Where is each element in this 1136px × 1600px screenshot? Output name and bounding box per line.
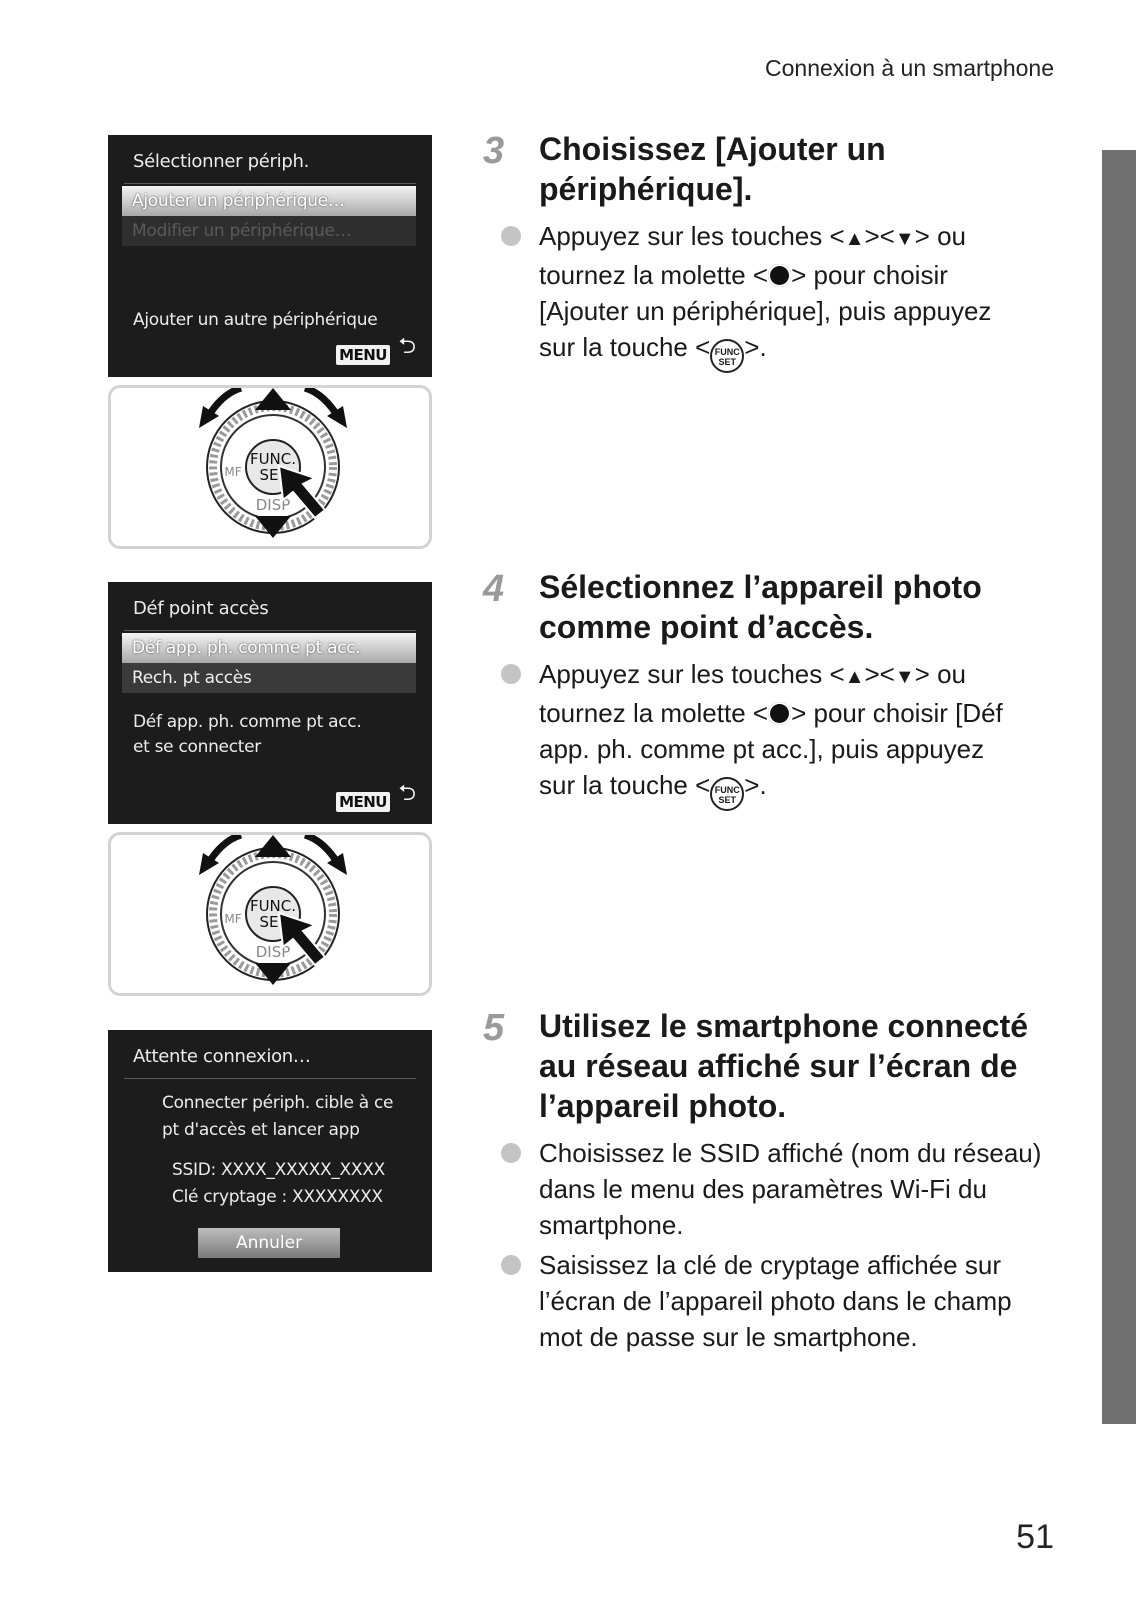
screen-instruction-line2: pt d'accès et lancer app (162, 1120, 360, 1140)
step-instruction: Appuyez sur les touches <▲><▼> ou tournez la molette < > pour choisir [Déf app. ph. comme pt acc.], puis appuyez sur la touche < FUNC SET >. (539, 656, 1059, 811)
dial-mf-label: MF (224, 912, 242, 926)
menu-item-add-device: Ajouter un périphérique… (122, 186, 416, 216)
screen-note: Ajouter un autre périphérique (133, 310, 378, 330)
screen-note-line1: Déf app. ph. comme pt acc. (133, 712, 362, 732)
screen-title: Sélectionner périph. (133, 151, 310, 172)
up-arrow-icon: ▲ (844, 228, 865, 250)
camera-screen-select-device (108, 135, 432, 377)
dial-disp-label: DISP (255, 943, 291, 961)
dial-mf-label: MF (224, 465, 242, 479)
step-title: Utilisez le smartphone connecté au réseau affiché sur l’écran de l’appareil photo. (539, 1008, 1029, 1124)
step-instruction: Appuyez sur les touches <▲><▼> ou tournez la molette < > pour choisir [Ajouter un périphérique], puis appuyez sur la touche < FUNC SET >. (539, 218, 1059, 373)
screen-title: Déf point accès (133, 598, 269, 619)
step-instruction-1: Choisissez le SSID affiché (nom du réseau) dans le menu des paramètres Wi-Fi du smartphone. (539, 1135, 1059, 1243)
screen-divider (124, 630, 416, 631)
control-dial-icon (111, 835, 429, 993)
dial-func-label: FUNC. (249, 897, 297, 915)
page-number: 51 (1016, 1518, 1054, 1556)
screen-ssid: SSID: XXXX_XXXXX_XXXX (172, 1160, 385, 1180)
screen-note-line2: et se connecter (133, 737, 261, 757)
chapter-tab-bar (1102, 150, 1136, 1424)
step-number: 4 (483, 568, 505, 610)
screen-instruction-line1: Connecter périph. cible à ce (162, 1093, 394, 1113)
func-set-button-icon: FUNC SET (710, 339, 744, 373)
step-title: Sélectionnez l’appareil photo comme point d’accès. (539, 569, 982, 645)
menu-item-search-ap: Rech. pt accès (122, 663, 416, 693)
menu-item-set-camera-ap: Déf app. ph. comme pt acc. (122, 633, 416, 663)
menu-item-edit-device: Modifier un périphérique… (122, 216, 416, 246)
screen-divider (124, 183, 416, 184)
control-dial-illustration (108, 385, 432, 549)
bullet-icon (501, 226, 521, 246)
dial-disp-label: DISP (255, 496, 291, 514)
down-arrow-icon: ▼ (894, 228, 915, 250)
step-number: 5 (483, 1007, 505, 1049)
dial-func-label: FUNC. (249, 450, 297, 468)
dial-set-label: SE (259, 466, 279, 484)
down-arrow-icon: ▼ (894, 666, 915, 688)
control-dial-icon (768, 702, 791, 725)
control-dial-icon (768, 264, 791, 287)
step-number: 3 (483, 130, 505, 172)
control-dial-illustration (108, 832, 432, 996)
menu-button-label: MENU (336, 345, 390, 365)
screen-encryption-key: Clé cryptage : XXXXXXXX (172, 1187, 383, 1207)
control-dial-icon (111, 388, 429, 546)
step-title: Choisissez [Ajouter un périphérique]. (539, 131, 886, 207)
dial-set-label: SE (259, 913, 279, 931)
bullet-icon (501, 664, 521, 684)
step-instruction-2: Saisissez la clé de cryptage affichée sur l’écran de l’appareil photo dans le champ mot de passe sur le smartphone. (539, 1247, 1059, 1355)
camera-screen-waiting-connection (108, 1030, 432, 1272)
menu-button-label: MENU (336, 792, 390, 812)
back-arrow-icon: ⮌ (398, 334, 416, 359)
section-header: Connexion à un smartphone (765, 55, 1054, 81)
up-arrow-icon: ▲ (844, 666, 865, 688)
back-arrow-icon: ⮌ (398, 781, 416, 806)
screen-divider (124, 1078, 416, 1079)
func-set-button-icon: FUNC SET (710, 777, 744, 811)
screen-cancel-button: Annuler (198, 1228, 340, 1258)
bullet-icon (501, 1255, 521, 1275)
screen-title: Attente connexion… (133, 1046, 311, 1067)
bullet-icon (501, 1143, 521, 1163)
camera-screen-access-point (108, 582, 432, 824)
